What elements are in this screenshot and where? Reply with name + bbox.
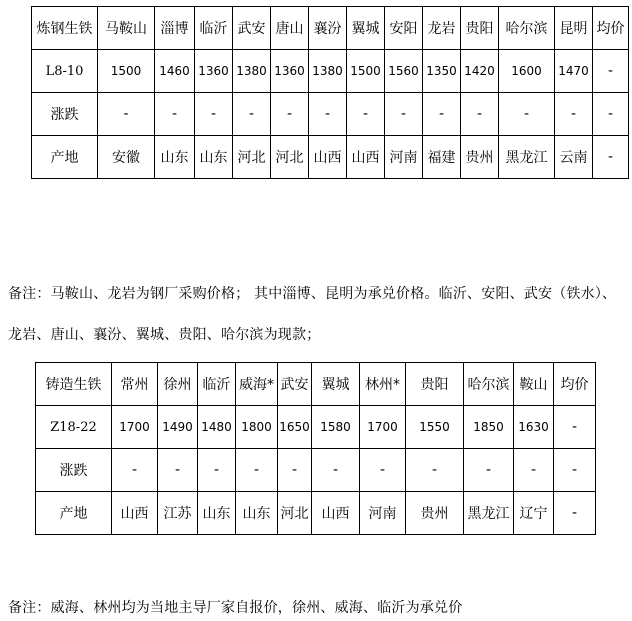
table-cell: 山西 — [312, 492, 360, 535]
table-cell: 1380 — [309, 50, 347, 93]
row-label-cell: 产地 — [36, 492, 112, 535]
table-cell: 河北 — [233, 136, 271, 179]
table-row — [32, 93, 629, 136]
table-cell: 武安 — [278, 363, 312, 406]
table-cell: 淄博 — [155, 7, 195, 50]
table-cell: 昆明 — [555, 7, 593, 50]
table-cell: - — [461, 93, 499, 136]
row-label-cell: 铸造生铁 — [36, 363, 112, 406]
row-label-cell: 涨跌 — [36, 449, 112, 492]
table-cell: 山西 — [112, 492, 158, 535]
row-label-cell: 炼钢生铁 — [32, 7, 98, 50]
table-cell: 河北 — [278, 492, 312, 535]
table-cell: - — [593, 50, 629, 93]
table-cell: - — [555, 93, 593, 136]
table-cell: 哈尔滨 — [464, 363, 514, 406]
table-cell: - — [514, 449, 554, 492]
table-cell: 1630 — [514, 406, 554, 449]
table-cell: 山东 — [155, 136, 195, 179]
table-cell: 1500 — [98, 50, 155, 93]
table-cell: - — [423, 93, 461, 136]
table-cell: 1550 — [406, 406, 464, 449]
table-cell: 武安 — [233, 7, 271, 50]
table-cell: 黑龙江 — [499, 136, 555, 179]
table-cell: 1470 — [555, 50, 593, 93]
table-cell: - — [198, 449, 236, 492]
table-cell: - — [593, 136, 629, 179]
table-cell: - — [195, 93, 233, 136]
table-cell: 1700 — [112, 406, 158, 449]
table-cell: 贵州 — [461, 136, 499, 179]
table-cell: 山西 — [347, 136, 385, 179]
table-cell: 1850 — [464, 406, 514, 449]
table-cell: 临沂 — [198, 363, 236, 406]
table-cell: 襄汾 — [309, 7, 347, 50]
pig-iron-steelmaking-table — [31, 6, 629, 179]
table-cell: 贵阳 — [461, 7, 499, 50]
table-cell: 1580 — [312, 406, 360, 449]
table-cell: - — [499, 93, 555, 136]
table-cell: 辽宁 — [514, 492, 554, 535]
table-cell: - — [554, 406, 596, 449]
table-cell: 马鞍山 — [98, 7, 155, 50]
note-2: 备注：威海、林州均为当地主导厂家自报价，徐州、威海、临沂为承兑价 — [8, 600, 463, 616]
table-cell: - — [464, 449, 514, 492]
header-row — [36, 363, 596, 406]
table-cell: 安徽 — [98, 136, 155, 179]
table-row — [36, 406, 596, 449]
table-cell: 鞍山 — [514, 363, 554, 406]
table-cell: - — [406, 449, 464, 492]
table-cell: - — [112, 449, 158, 492]
table-cell: 威海* — [236, 363, 278, 406]
table-cell: 1600 — [499, 50, 555, 93]
table-cell: 山东 — [195, 136, 233, 179]
table-cell: 福建 — [423, 136, 461, 179]
table-cell: 山西 — [309, 136, 347, 179]
table-cell: 唐山 — [271, 7, 309, 50]
table-cell: 安阳 — [385, 7, 423, 50]
table-cell: 1650 — [278, 406, 312, 449]
table-cell: 龙岩 — [423, 7, 461, 50]
table-cell: 翼城 — [347, 7, 385, 50]
row-label-cell: 产地 — [32, 136, 98, 179]
table-cell: 贵阳 — [406, 363, 464, 406]
table-cell: 翼城 — [312, 363, 360, 406]
table-cell: 1420 — [461, 50, 499, 93]
table-cell: - — [554, 449, 596, 492]
table-cell: - — [309, 93, 347, 136]
header-row — [32, 7, 629, 50]
table-cell: 1360 — [271, 50, 309, 93]
table-cell: - — [385, 93, 423, 136]
table-cell: - — [312, 449, 360, 492]
table-cell: - — [271, 93, 309, 136]
table-cell: 云南 — [555, 136, 593, 179]
table-cell: - — [158, 449, 198, 492]
table-cell: 1490 — [158, 406, 198, 449]
table-row — [36, 449, 596, 492]
table-cell: 河南 — [385, 136, 423, 179]
table-cell: 1700 — [360, 406, 406, 449]
table-row — [32, 136, 629, 179]
table-cell: - — [233, 93, 271, 136]
note-1-line-2: 龙岩、唐山、襄汾、翼城、贵阳、哈尔滨为现款； — [8, 327, 321, 343]
table-cell: - — [360, 449, 406, 492]
table-cell: 徐州 — [158, 363, 198, 406]
row-label-cell: L8-10 — [32, 50, 98, 93]
note-1-line-1: 备注：马鞍山、龙岩为钢厂采购价格； 其中淄博、昆明为承兑价格。临沂、安阳、武安（铁水）、 — [8, 286, 617, 302]
foundry-pig-iron-table — [35, 362, 596, 535]
table-cell: 均价 — [554, 363, 596, 406]
table-cell: 1350 — [423, 50, 461, 93]
table-cell: - — [347, 93, 385, 136]
table-cell: 1800 — [236, 406, 278, 449]
table-cell: - — [554, 492, 596, 535]
table-cell: - — [98, 93, 155, 136]
table-cell: 1380 — [233, 50, 271, 93]
table-cell: 江苏 — [158, 492, 198, 535]
table-cell: - — [593, 93, 629, 136]
table-cell: 山东 — [198, 492, 236, 535]
table-cell: 1560 — [385, 50, 423, 93]
table-cell: 河南 — [360, 492, 406, 535]
table-row — [32, 50, 629, 93]
table-cell: - — [236, 449, 278, 492]
table-cell: - — [155, 93, 195, 136]
table-cell: 林州* — [360, 363, 406, 406]
table-cell: 黑龙江 — [464, 492, 514, 535]
table-cell: 贵州 — [406, 492, 464, 535]
table-cell: 1460 — [155, 50, 195, 93]
table-row — [36, 492, 596, 535]
table-cell: 常州 — [112, 363, 158, 406]
table-cell: 山东 — [236, 492, 278, 535]
table-cell: 临沂 — [195, 7, 233, 50]
table-cell: 哈尔滨 — [499, 7, 555, 50]
row-label-cell: Z18-22 — [36, 406, 112, 449]
table-cell: 均价 — [593, 7, 629, 50]
table-cell: 1500 — [347, 50, 385, 93]
table-cell: 1360 — [195, 50, 233, 93]
row-label-cell: 涨跌 — [32, 93, 98, 136]
table-cell: 河北 — [271, 136, 309, 179]
table-cell: 1480 — [198, 406, 236, 449]
table-cell: - — [278, 449, 312, 492]
